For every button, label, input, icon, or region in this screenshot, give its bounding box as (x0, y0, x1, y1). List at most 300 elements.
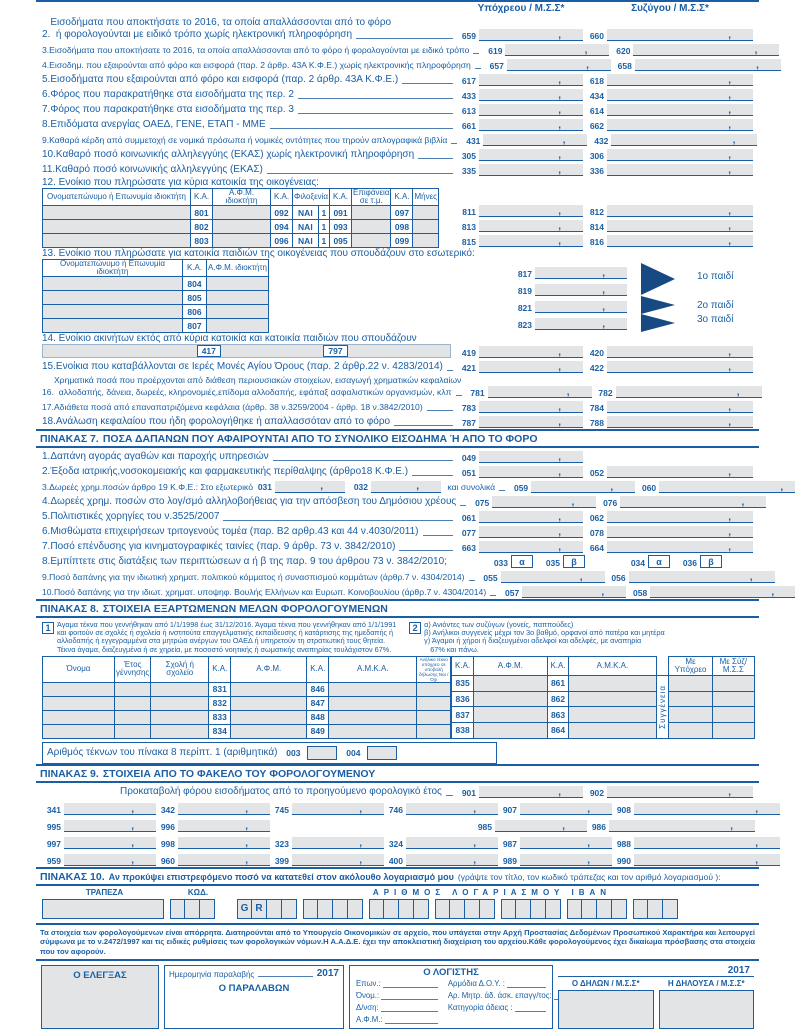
iban-box[interactable] (369, 899, 384, 919)
school-cell[interactable] (151, 682, 209, 696)
amount-field[interactable] (607, 786, 753, 798)
field-underline[interactable] (381, 1011, 438, 1012)
with-obligor-cell[interactable] (669, 707, 712, 723)
iban-box[interactable] (333, 899, 348, 919)
amount-field[interactable] (607, 346, 753, 358)
amount-field[interactable] (178, 837, 270, 849)
line-text: Επιδόματα ανεργίας ΟΑΕΔ, ΓΕΝΕ, ΕΤΑΠ - ΜΜΕ (50, 119, 266, 130)
form-line (42, 42, 758, 57)
field-underline[interactable] (507, 987, 546, 988)
form-line (42, 524, 755, 539)
amount-field[interactable] (479, 466, 583, 478)
owner-name-cell[interactable] (43, 277, 183, 291)
letter-box[interactable]: α (648, 555, 670, 568)
amount-field[interactable] (479, 401, 583, 413)
amount-field[interactable] (659, 481, 795, 493)
field-code: 419 (461, 348, 476, 358)
line-text: Ποσό επένδυσης για κινηματογραφικές ταινίες (παρ. 9 άρθρ. 73 ν. 3842/2010) (50, 541, 396, 552)
amount-field[interactable] (488, 386, 592, 398)
amount-field[interactable] (501, 571, 605, 583)
amount-field[interactable] (64, 854, 156, 866)
iban-box[interactable] (582, 899, 597, 919)
amount-field[interactable] (479, 205, 583, 217)
amount-field[interactable] (607, 401, 753, 413)
owner-afm-cell[interactable] (207, 291, 269, 305)
iban-box[interactable] (633, 899, 648, 919)
iban-box[interactable] (516, 899, 531, 919)
table-row (452, 707, 755, 723)
amount-field[interactable] (607, 119, 753, 131)
field-code: 813 (461, 222, 476, 232)
table10-subtitle2: (γράψτε τον τίτλο, τον κωδικό τράπεζας και τον αριθμό λογαριασμού ): (457, 871, 721, 882)
iban-box[interactable] (282, 899, 297, 919)
minor-declaration-cell[interactable] (417, 696, 451, 710)
with-obligor-cell[interactable] (669, 723, 712, 739)
field-code: 823 (517, 320, 532, 330)
field-code: 902 (589, 787, 604, 798)
owner-name-cell[interactable] (43, 291, 183, 305)
count-label: Αριθμός τέκνων του πίνακα 8 περίπτ. 1 (αριθμητικά) (47, 747, 278, 759)
line-text: Δαπάνη αγοράς αγαθών και παροχής υπηρεσιών (50, 451, 269, 462)
owner-afm-cell[interactable] (207, 305, 269, 319)
amount-field[interactable] (607, 89, 753, 101)
amka-cell[interactable] (329, 724, 417, 738)
iban-box-group (633, 899, 678, 919)
amount-field[interactable] (520, 803, 612, 815)
field-code: 306 (589, 151, 604, 161)
line-number: 11. (42, 164, 56, 175)
amount-field[interactable] (607, 466, 753, 478)
field-code: 995 (46, 821, 61, 832)
letter-box[interactable]: β (563, 555, 585, 568)
iban-box[interactable] (465, 899, 480, 919)
amka-cell[interactable] (329, 682, 417, 696)
section-rent-other (42, 333, 755, 359)
amount-slot (457, 104, 585, 116)
field-underline[interactable] (515, 1011, 546, 1012)
amount-field[interactable] (292, 837, 384, 849)
column-header: Κ.Α. (183, 260, 207, 277)
amount-field[interactable] (650, 586, 795, 598)
decimal-comma: , (558, 30, 561, 41)
amount-slot (585, 149, 755, 161)
ka-code: 831 (209, 682, 231, 696)
field-underline[interactable] (381, 999, 438, 1000)
amount-field[interactable] (492, 496, 596, 508)
receiver-label: Ο ΠΑΡΑΛΑΒΩΝ (218, 983, 290, 995)
field-code: 614 (589, 106, 604, 116)
amount-field[interactable] (479, 451, 583, 463)
line-text: Πολιτιστικές χορηγίες του ν.3525/2007 (50, 511, 220, 522)
amount-field[interactable] (535, 301, 627, 313)
school-cell[interactable] (151, 710, 209, 724)
amount-field[interactable] (178, 803, 270, 815)
form-line (42, 554, 755, 569)
decimal-comma: , (584, 45, 588, 56)
amount-field[interactable] (479, 416, 583, 428)
minor-declaration-cell[interactable] (417, 710, 451, 724)
line-number: 9. (42, 135, 50, 145)
form-line (42, 584, 775, 599)
line-two-texts (54, 374, 466, 398)
child-labels (683, 263, 755, 325)
with-obligor-cell[interactable] (669, 691, 712, 707)
amka-cell[interactable] (329, 710, 417, 724)
leader-line (460, 505, 466, 506)
months-cell[interactable] (413, 220, 439, 234)
amount-slot (585, 29, 755, 41)
note2-line-c: γ) Άγαμοι ή χήροι ή διαζευγμένοι αδελφοί και αδελφές, με αναπηρία (424, 636, 642, 646)
iban-box[interactable] (267, 899, 282, 919)
amount-row (439, 218, 755, 233)
owner-afm-cell[interactable] (207, 277, 269, 291)
months-cell[interactable] (413, 234, 439, 248)
field-underline[interactable] (385, 1023, 438, 1024)
amount-field[interactable] (479, 346, 583, 358)
amount-field[interactable] (607, 205, 753, 217)
amount-field[interactable] (609, 820, 755, 832)
with-obligor-cell[interactable] (669, 675, 712, 691)
afm-cell[interactable] (231, 696, 307, 710)
child-name-cell[interactable] (43, 724, 115, 738)
hosting-yes: ΝΑΙ (293, 234, 319, 248)
owner-afm-cell[interactable] (213, 234, 271, 248)
owner-afm-cell[interactable] (213, 220, 271, 234)
amount-field[interactable] (483, 134, 587, 146)
amount-field[interactable] (535, 267, 627, 279)
iban-box[interactable] (303, 899, 318, 919)
rent-other-strip (42, 344, 451, 358)
accountant-field (447, 991, 552, 1001)
amount-field[interactable] (635, 59, 781, 71)
field-code: 816 (589, 237, 604, 247)
amount-field[interactable] (64, 837, 156, 849)
amount-field[interactable] (292, 803, 384, 815)
decimal-comma: , (562, 135, 566, 146)
ka-code: 806 (183, 305, 207, 319)
minor-declaration-cell[interactable] (417, 724, 451, 738)
amount-field[interactable] (178, 854, 270, 866)
owner-name-cell[interactable] (43, 305, 183, 319)
afm-cell[interactable] (473, 707, 547, 723)
school-cell[interactable] (151, 724, 209, 738)
iban-box[interactable] (612, 899, 627, 919)
line-text: Καθαρά κέρδη από συμμετοχή σε νομικά πρόσωπα ή νομικές οντότητες που τηρούν απλογραφικά βιβλία (49, 135, 448, 145)
amount-field[interactable] (607, 526, 753, 538)
amka-cell[interactable] (329, 696, 417, 710)
note2-line-d: 67% και πάνω. (424, 644, 479, 654)
letter-box[interactable]: α (511, 555, 533, 568)
accountant-box[interactable] (349, 965, 553, 1029)
iban-box[interactable]: G (237, 899, 252, 919)
amount-field[interactable] (479, 149, 583, 161)
field-code: 784 (589, 403, 604, 413)
amount-field[interactable] (629, 571, 775, 583)
amount-field[interactable] (535, 284, 627, 296)
line-number: 4. (42, 496, 51, 507)
ab-slot (678, 555, 722, 568)
amount-field[interactable] (611, 134, 757, 146)
amount-field[interactable] (607, 361, 753, 373)
owner-afm-cell[interactable] (207, 319, 269, 333)
birth-year-cell[interactable] (115, 724, 151, 738)
amount-field[interactable] (535, 318, 627, 330)
strip-input[interactable] (221, 345, 323, 357)
amount-slot (466, 386, 594, 398)
child-name-cell[interactable] (43, 696, 115, 710)
count-box[interactable] (367, 746, 397, 760)
receiver-box[interactable] (164, 965, 344, 1029)
amount-field[interactable] (633, 44, 779, 56)
afm-cell[interactable] (473, 723, 547, 739)
iban-box-group (567, 899, 627, 919)
iban-box[interactable] (384, 899, 399, 919)
form-line-label (42, 466, 457, 478)
birth-year-cell[interactable] (115, 710, 151, 724)
iban-box[interactable] (597, 899, 612, 919)
afm-cell[interactable] (231, 710, 307, 724)
amount-slot (598, 496, 768, 508)
minor-declaration-cell[interactable] (417, 682, 451, 696)
iban-box[interactable] (531, 899, 546, 919)
amount-field[interactable] (275, 481, 345, 493)
amount-field[interactable] (479, 220, 583, 232)
amount-field[interactable] (495, 820, 587, 832)
owner-name-cell[interactable] (43, 319, 183, 333)
amount-slot (612, 837, 780, 849)
leader-line (399, 550, 453, 551)
iban-box[interactable] (501, 899, 516, 919)
iban-box[interactable] (414, 899, 429, 919)
decimal-comma: , (473, 837, 476, 849)
iban-box[interactable] (567, 899, 582, 919)
field-code: 004 (346, 747, 361, 758)
bank-code-box[interactable] (200, 899, 215, 919)
form-line-label (42, 149, 457, 161)
amount-slot (457, 361, 585, 373)
field-code: 433 (461, 91, 476, 101)
date-row (169, 968, 339, 979)
column-header: Α.Φ.Μ. (473, 656, 547, 675)
amount-field[interactable] (479, 74, 583, 86)
owner-name-cell[interactable] (43, 234, 191, 248)
line-text: Εμπίπτετε στις διατάξεις των περιπτώσεων α ή β της παρ. 9 του άρθρου 73 ν. 3842/2010; (50, 556, 447, 567)
months-cell[interactable] (413, 206, 439, 220)
form-line (42, 132, 755, 147)
iban-box[interactable] (480, 899, 495, 919)
letter-box[interactable]: β (700, 555, 722, 568)
owner-name-cell[interactable] (43, 220, 191, 234)
amount-field[interactable] (616, 386, 762, 398)
line-text: Φόρος που παρακρατήθηκε στα εισοδήματα της περ. 3 (50, 104, 294, 115)
line-text: Καθαρό ποσό κοινωνικής αλληλεγγύης (ΕΚΑΣ) (55, 164, 263, 175)
bank-code-box[interactable] (170, 899, 185, 919)
amka-cell[interactable] (569, 723, 656, 739)
count-box[interactable] (307, 746, 337, 760)
declarer-female-signature[interactable] (659, 990, 755, 1029)
with-spouse-cell[interactable] (712, 691, 754, 707)
amount-slot (585, 220, 755, 232)
hosting-yes: ΝΑΙ (293, 206, 319, 220)
iban-box[interactable] (435, 899, 450, 919)
amount-field[interactable] (634, 837, 780, 849)
amount-field[interactable] (520, 854, 612, 866)
iban-box[interactable] (399, 899, 414, 919)
iban-box[interactable] (546, 899, 561, 919)
table-row (43, 206, 439, 220)
declarer-male-signature[interactable] (558, 990, 654, 1029)
line-number: 10. (42, 149, 56, 160)
amount-field[interactable] (406, 854, 498, 866)
line-number: 4. (42, 60, 50, 70)
surface-cell[interactable] (352, 234, 391, 248)
iban-box[interactable] (450, 899, 465, 919)
amount-field[interactable] (406, 837, 498, 849)
field-code: 003 (286, 747, 301, 758)
amount-slot (461, 134, 589, 146)
iban-box[interactable] (663, 899, 678, 919)
form-line-label (42, 17, 457, 41)
afm-cell[interactable] (231, 724, 307, 738)
surface-cell[interactable] (352, 206, 391, 220)
amount-field[interactable] (479, 89, 583, 101)
column-header: Με Σύζ/Μ.Σ.Σ (712, 656, 754, 675)
decimal-comma: , (756, 60, 759, 71)
with-spouse-cell[interactable] (712, 723, 754, 739)
line-text2: ή φορολογούνται με ειδικό τρόπο χωρίς ηλεκτρονική πληροφόρηση (50, 29, 353, 40)
amount-field[interactable] (64, 820, 156, 832)
amount-field[interactable] (607, 104, 753, 116)
table-row (43, 234, 439, 248)
field-code: 059 (513, 483, 529, 493)
form-line (42, 464, 755, 479)
iban-box[interactable] (318, 899, 333, 919)
decimal-comma: , (558, 75, 561, 86)
field-underline[interactable] (383, 987, 438, 988)
amka-cell[interactable] (569, 675, 656, 691)
accountant-field (356, 979, 438, 988)
afm-cell[interactable] (473, 691, 547, 707)
decimal-comma: , (586, 60, 589, 71)
amka-cell[interactable] (569, 707, 656, 723)
strip-input[interactable] (348, 345, 450, 357)
amount-field[interactable] (607, 220, 753, 232)
greek-tax-form-e1-page (36, 0, 784, 1025)
school-cell[interactable] (151, 696, 209, 710)
amount-field[interactable] (479, 29, 583, 41)
amount-field[interactable] (479, 511, 583, 523)
amount-field[interactable] (607, 511, 753, 523)
owner-name-cell[interactable] (43, 206, 191, 220)
amount-field[interactable] (607, 235, 753, 247)
bank-name-field[interactable] (42, 899, 164, 919)
amount-field[interactable] (479, 526, 583, 538)
amount-field[interactable] (607, 74, 753, 86)
ka-code: 837 (452, 707, 474, 723)
amount-field[interactable] (505, 44, 609, 56)
decimal-comma: , (728, 347, 731, 358)
strip-input[interactable] (43, 345, 197, 357)
amount-field[interactable] (64, 803, 156, 815)
inline-code-box: 417 (197, 345, 221, 357)
iban-box[interactable] (648, 899, 663, 919)
decimal-comma: , (749, 572, 753, 583)
birth-year-cell[interactable] (115, 696, 151, 710)
amount-slot (485, 59, 613, 71)
form-line-label (42, 134, 461, 146)
accountant-field (356, 1003, 438, 1012)
amount-field[interactable] (479, 104, 583, 116)
amount-field[interactable] (607, 416, 753, 428)
amount-field[interactable] (520, 837, 612, 849)
form-line (42, 117, 755, 132)
field-code: 033 (493, 558, 508, 568)
amount-field[interactable] (178, 820, 270, 832)
amount-field[interactable] (479, 119, 583, 131)
amount-field[interactable] (479, 235, 583, 247)
iban-box[interactable]: R (252, 899, 267, 919)
inspector-box[interactable] (41, 965, 159, 1029)
field-code: 959 (46, 855, 61, 866)
amount-field[interactable] (522, 586, 626, 598)
field-code: 052 (589, 468, 604, 478)
amount-field[interactable] (479, 164, 583, 176)
field-code: 055 (483, 573, 498, 583)
amount-field[interactable] (607, 149, 753, 161)
afm-cell[interactable] (231, 682, 307, 696)
with-spouse-cell[interactable] (712, 707, 754, 723)
amount-field[interactable] (607, 164, 753, 176)
rent-main-table (42, 188, 439, 248)
line-text: Εισοδήματα που αποκτήσατε το 2016, τα οποία απαλλάσσονται από το φόρο (50, 17, 392, 28)
amount-slot (612, 854, 780, 866)
amount-field[interactable] (531, 481, 635, 493)
amount-field[interactable] (607, 29, 753, 41)
form-line-label (42, 481, 509, 493)
amount-field[interactable] (607, 541, 753, 553)
amount-field[interactable] (479, 361, 583, 373)
decimal-comma: , (732, 135, 736, 146)
amount-field[interactable] (479, 786, 583, 798)
field-code: 819 (517, 286, 532, 296)
ka-code: 095 (330, 234, 352, 248)
amount-field[interactable] (479, 541, 583, 553)
amount-field[interactable] (371, 481, 441, 493)
owner-afm-cell[interactable] (213, 206, 271, 220)
amount-field[interactable] (507, 59, 611, 71)
surface-cell[interactable] (352, 220, 391, 234)
child-name-cell[interactable] (43, 682, 115, 696)
table-header-row (452, 656, 755, 675)
with-spouse-cell[interactable] (712, 675, 754, 691)
child-name-cell[interactable] (43, 710, 115, 724)
amount-field[interactable] (634, 803, 780, 815)
amka-cell[interactable] (569, 691, 656, 707)
afm-cell[interactable] (473, 675, 547, 691)
amount-field[interactable] (634, 854, 780, 866)
birth-year-cell[interactable] (115, 682, 151, 696)
amount-field[interactable] (406, 803, 498, 815)
accountant-fields (356, 979, 552, 1027)
form-line (42, 414, 755, 429)
bank-code-box[interactable] (185, 899, 200, 919)
ka-code: 849 (307, 724, 329, 738)
line-text: Φόρος που παρακρατήθηκε στα εισοδήματα της περ. 2 (50, 89, 294, 100)
iban-box[interactable] (348, 899, 363, 919)
amount-field[interactable] (292, 854, 384, 866)
decimal-comma: , (131, 820, 134, 832)
amount-field[interactable] (620, 496, 766, 508)
